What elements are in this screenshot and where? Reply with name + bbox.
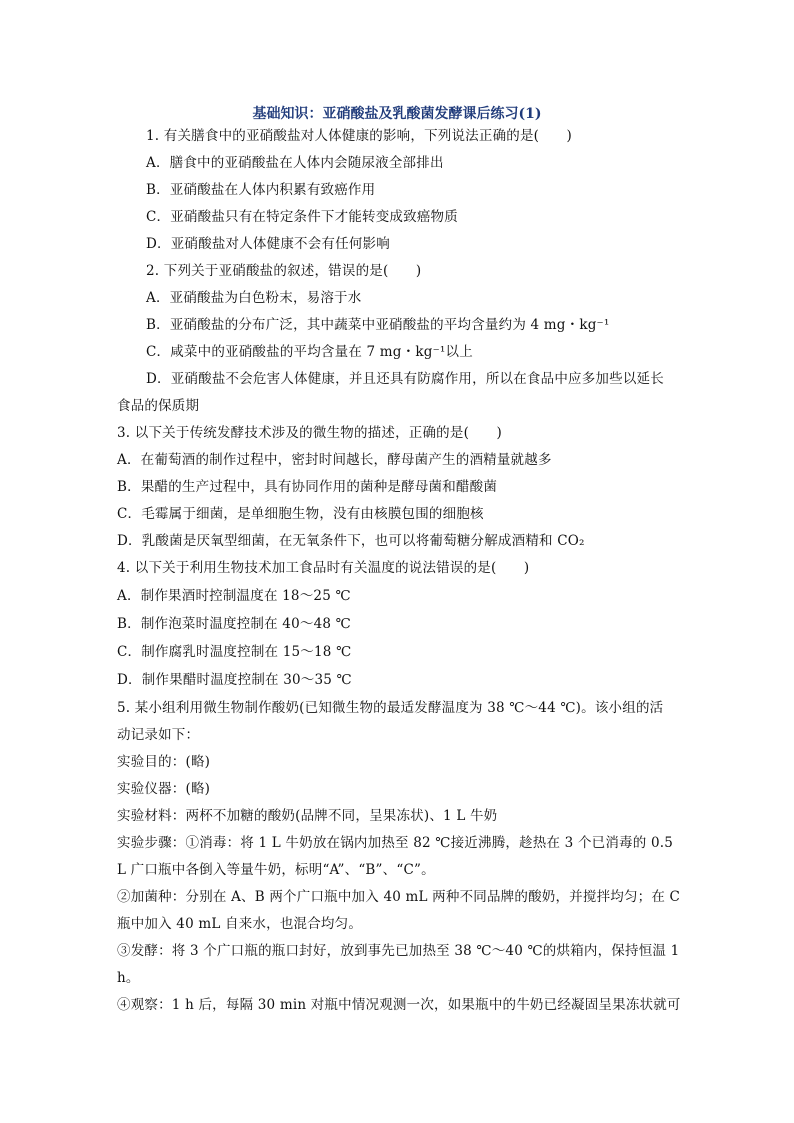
document-title: 基础知识：亚硝酸盐及乳酸菌发酵课后练习(1) bbox=[252, 106, 542, 122]
question-2-stem: 2. 下列关于亚硝酸盐的叙述，错误的是( ) bbox=[146, 263, 422, 279]
experiment-step-2-cont: 瓶中加入 40 mL 自来水，也混合均匀。 bbox=[117, 916, 363, 932]
q1-option-d: D．亚硝酸盐对人体健康不会有任何影响 bbox=[146, 236, 390, 252]
question-5-stem-cont: 动记录如下： bbox=[117, 727, 200, 743]
q1-option-c: C．亚硝酸盐只有在特定条件下才能转变成致癌物质 bbox=[146, 209, 458, 225]
question-4-stem: 4. 以下关于利用生物技术加工食品时有关温度的说法错误的是( ) bbox=[117, 560, 530, 576]
experiment-purpose: 实验目的：(略) bbox=[117, 754, 211, 770]
experiment-step-1: 实验步骤：①消毒：将 1 L 牛奶放在锅内加热至 82 ℃接近沸腾，趁热在 3 个已消毒的 0.5 bbox=[117, 835, 674, 851]
experiment-instruments: 实验仪器：(略) bbox=[117, 781, 211, 797]
q2-option-a: A．亚硝酸盐为白色粉末，易溶于水 bbox=[146, 290, 362, 306]
q3-option-c: C．毛霉属于细菌，是单细胞生物，没有由核膜包围的细胞核 bbox=[117, 506, 484, 522]
q2-option-d-cont: 食品的保质期 bbox=[117, 398, 200, 414]
experiment-step-2: ②加菌种：分别在 A、B 两个广口瓶中加入 40 mL 两种不同品牌的酸奶，并搅拌均匀；在 C bbox=[117, 889, 681, 905]
q4-option-d: D．制作果醋时温度控制在 30～35 ℃ bbox=[117, 672, 352, 688]
q4-option-c: C．制作腐乳时温度控制在 15～18 ℃ bbox=[117, 644, 352, 660]
q2-option-c: C．咸菜中的亚硝酸盐的平均含量在 7 mg・kg⁻¹以上 bbox=[146, 344, 473, 360]
q3-option-d: D．乳酸菌是厌氧型细菌，在无氧条件下，也可以将葡萄糖分解成酒精和 CO₂ bbox=[117, 533, 585, 549]
q1-option-a: A．膳食中的亚硝酸盐在人体内会随尿液全部排出 bbox=[146, 155, 444, 171]
q3-option-a: A．在葡萄酒的制作过程中，密封时间越长，酵母菌产生的酒精量就越多 bbox=[117, 452, 552, 468]
experiment-step-3-cont: h。 bbox=[117, 970, 140, 986]
question-5-stem: 5. 某小组利用微生物制作酸奶(已知微生物的最适发酵温度为 38 ℃～44 ℃)。该小组的活 bbox=[117, 700, 664, 716]
q1-option-b: B．亚硝酸盐在人体内积累有致癌作用 bbox=[146, 182, 376, 198]
experiment-step-4: ④观察：1 h 后，每隔 30 min 对瓶中情况观测一次，如果瓶中的牛奶已经凝固呈果冻状就可 bbox=[117, 997, 681, 1013]
experiment-step-1-cont: L 广口瓶中各倒入等量牛奶，标明“A”、“B”、“C”。 bbox=[117, 862, 435, 878]
q4-option-a: A．制作果酒时控制温度在 18～25 ℃ bbox=[117, 588, 351, 604]
experiment-step-3: ③发酵：将 3 个广口瓶的瓶口封好，放到事先已加热至 38 ℃～40 ℃的烘箱内，保持恒温 1 bbox=[117, 943, 680, 959]
q2-option-d: D．亚硝酸盐不会危害人体健康，并且还具有防腐作用，所以在食品中应多加些以延长 bbox=[146, 371, 664, 387]
question-3-stem: 3. 以下关于传统发酵技术涉及的微生物的描述，正确的是( ) bbox=[117, 425, 502, 441]
q3-option-b: B．果醋的生产过程中，具有协同作用的菌种是酵母菌和醋酸菌 bbox=[117, 479, 498, 495]
experiment-materials: 实验材料：两杯不加糖的酸奶(品牌不同，呈果冻状)、1 L 牛奶 bbox=[117, 808, 498, 824]
question-1-stem: 1. 有关膳食中的亚硝酸盐对人体健康的影响，下列说法正确的是( ) bbox=[146, 128, 573, 144]
q2-option-b: B．亚硝酸盐的分布广泛，其中蔬菜中亚硝酸盐的平均含量约为 4 mg・kg⁻¹ bbox=[146, 317, 610, 333]
q4-option-b: B．制作泡菜时温度控制在 40～48 ℃ bbox=[117, 616, 351, 632]
